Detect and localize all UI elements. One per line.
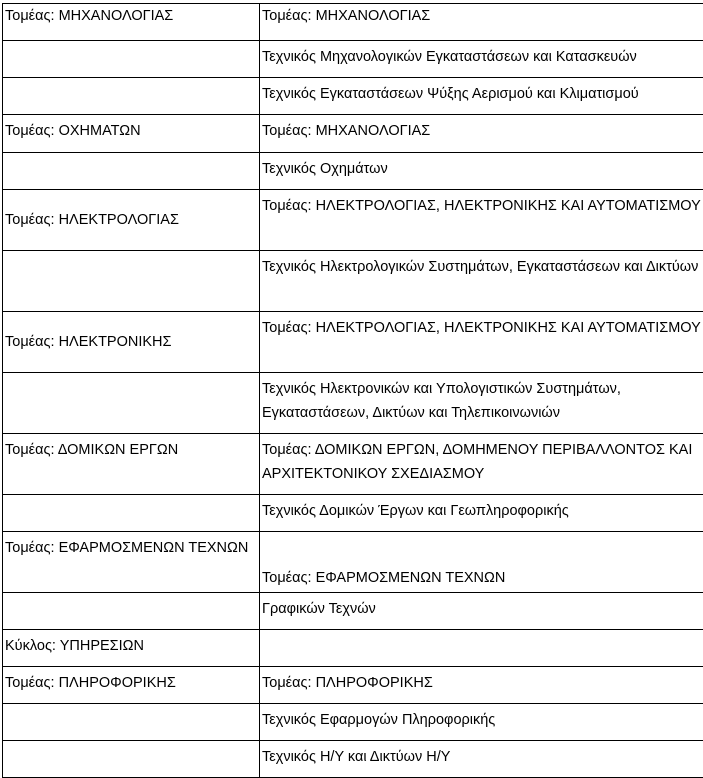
specialties-table (2, 3, 703, 778)
left-cell (3, 704, 260, 741)
left-cell (3, 373, 260, 434)
table-row (3, 251, 703, 312)
right-cell: Τομέας: ΗΛΕΚΤΡΟΛΟΓΙΑΣ, ΗΛΕΚΤΡΟΝΙΚΗΣ ΚΑΙ ΑΥΤΟΜΑΤΙΣΜΟΥ (260, 312, 703, 373)
right-cell: Τομέας: ΠΛΗΡΟΦΟΡΙΚΗΣ (260, 667, 703, 704)
left-cell (3, 741, 260, 778)
right-cell (260, 630, 703, 667)
right-cell: Γραφικών Τεχνών (260, 593, 703, 630)
table-row (3, 741, 703, 778)
left-cell (3, 495, 260, 532)
right-cell: Τομέας: ΜΗΧΑΝΟΛΟΓΙΑΣ (260, 4, 703, 41)
left-cell: Τομέας: ΕΦΑΡΜΟΣΜΕΝΩΝ ΤΕΧΝΩΝ (3, 532, 260, 593)
table-row (3, 532, 703, 593)
left-cell: Κύκλος: ΥΠΗΡΕΣΙΩΝ (3, 630, 260, 667)
left-cell: Τομέας: ΗΛΕΚΤΡΟΛΟΓΙΑΣ (3, 190, 260, 251)
left-cell: Τομέας: ΜΗΧΑΝΟΛΟΓΙΑΣ (3, 4, 260, 41)
left-cell (3, 41, 260, 78)
right-cell: Τομέας: ΕΦΑΡΜΟΣΜΕΝΩΝ ΤΕΧΝΩΝ (260, 532, 703, 593)
table-row (3, 373, 703, 434)
right-cell: Τομέας: ΜΗΧΑΝΟΛΟΓΙΑΣ (260, 115, 703, 153)
right-cell: Τεχνικός Η/Υ και Δικτύων Η/Υ (260, 741, 703, 778)
right-cell: Τεχνικός Ηλεκτρονικών και Υπολογιστικών Συστημάτων, Εγκαταστάσεων, Δικτύων και Τηλεπικοινωνιών (260, 373, 703, 434)
left-cell (3, 251, 260, 312)
right-cell: Τομέας: ΔΟΜΙΚΩΝ ΕΡΓΩΝ, ΔΟΜΗΜΕΝΟΥ ΠΕΡΙΒΑΛΛΟΝΤΟΣ ΚΑΙ ΑΡΧΙΤΕΚΤΟΝΙΚΟΥ ΣΧΕΔΙΑΣΜΟΥ (260, 434, 703, 495)
right-cell: Τεχνικός Οχημάτων (260, 153, 703, 190)
table-row (3, 115, 703, 153)
left-cell: Τομέας: ΗΛΕΚΤΡΟΝΙΚΗΣ (3, 312, 260, 373)
left-cell: Τομέας: ΠΛΗΡΟΦΟΡΙΚΗΣ (3, 667, 260, 704)
right-cell: Τεχνικός Ηλεκτρολογικών Συστημάτων, Εγκαταστάσεων και Δικτύων (260, 251, 703, 312)
right-cell: Τεχνικός Εφαρμογών Πληροφορικής (260, 704, 703, 741)
table-row (3, 78, 703, 115)
left-cell (3, 78, 260, 115)
table-row (3, 41, 703, 78)
right-cell: Τεχνικός Δομικών Έργων και Γεωπληροφορικής (260, 495, 703, 532)
table-row (3, 667, 703, 704)
right-cell: Τομέας: ΗΛΕΚΤΡΟΛΟΓΙΑΣ, ΗΛΕΚΤΡΟΝΙΚΗΣ ΚΑΙ ΑΥΤΟΜΑΤΙΣΜΟΥ (260, 190, 703, 251)
left-cell (3, 593, 260, 630)
table-row (3, 190, 703, 251)
left-cell: Τομέας: ΟΧΗΜΑΤΩΝ (3, 115, 260, 153)
table-row (3, 434, 703, 495)
left-cell (3, 153, 260, 190)
right-cell: Τεχνικός Μηχανολογικών Εγκαταστάσεων και Κατασκευών (260, 41, 703, 78)
table-row (3, 4, 703, 41)
table-row (3, 704, 703, 741)
right-cell: Τεχνικός Εγκαταστάσεων Ψύξης Αερισμού και Κλιματισμού (260, 78, 703, 115)
table-row (3, 153, 703, 190)
table-row (3, 593, 703, 630)
left-cell: Τομέας: ΔΟΜΙΚΩΝ ΕΡΓΩΝ (3, 434, 260, 495)
table-row (3, 495, 703, 532)
table-row (3, 312, 703, 373)
table-row (3, 630, 703, 667)
